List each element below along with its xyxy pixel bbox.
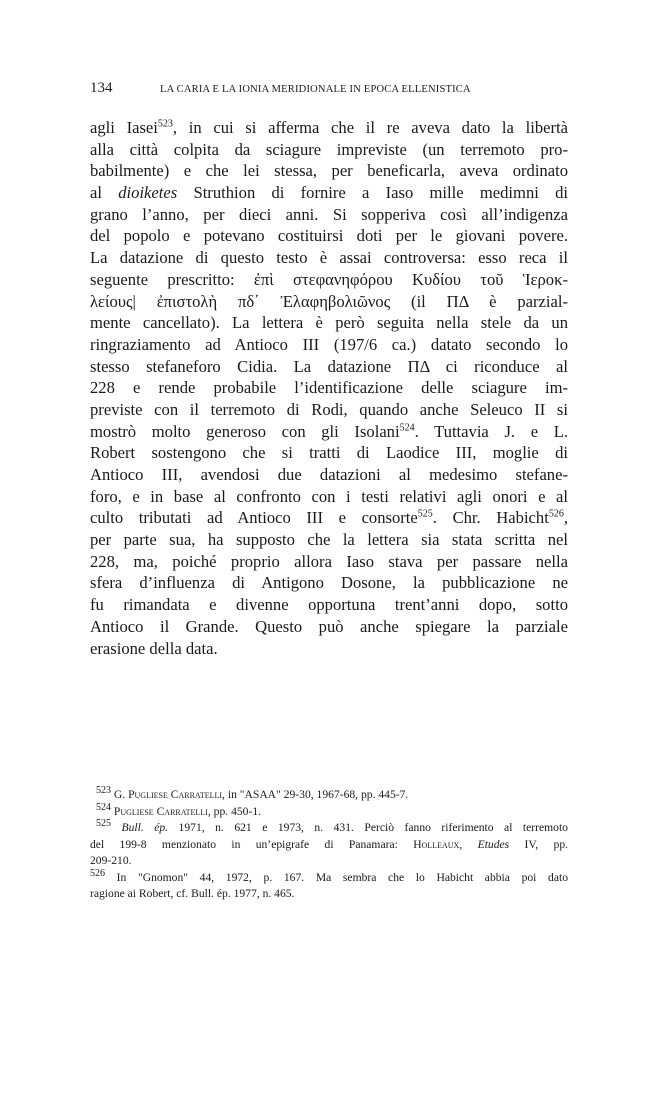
footnotes: [90, 787, 568, 903]
text-line: alla città colpita da sciagure impreviste (un terremoto pro-: [90, 139, 568, 159]
text-line: Antioco il Grande. Questo può anche spiegare la parziale: [90, 616, 568, 636]
text-line: per parte sua, ha supposto che la lettera sia stata scritta nel: [90, 530, 568, 550]
footnote-ref: 524: [399, 422, 415, 434]
page-header: [90, 80, 570, 97]
text-line: sfera d’influenza di Antigono Dosone, la pubblicazione ne: [90, 573, 568, 593]
text-line: babilmente) e che lei stessa, per beneficarla, aveva ordinato: [90, 161, 568, 181]
text-line: mostrò molto generoso con gli Isolani$^{524}$. Tuttavia J. e L.: [90, 421, 568, 441]
footnote-524: $^{524}$ Pugliese Carratelli, pp. 450-1.: [96, 801, 262, 818]
footnote-525: $^{525}$ Bull. ép. 1971, n. 621 e 1973, n. 431. Perciò fanno riferimento al terremoto: [96, 818, 568, 834]
footnote-ref: 525: [417, 508, 433, 520]
text-line: stesso stefaneforo Cidia. La datazione ΠΔ ci riconduce al: [90, 356, 568, 376]
footnote-525-end: 209-210.: [90, 854, 132, 867]
footnote-ref: 523: [157, 118, 173, 130]
text-line: foro, e in base al confronto con i testi relativi agli onori e al: [90, 486, 568, 506]
greek-text-line: λείους| ἐπιστολὴ πδ΄ Ἐλαφηβολιῶνος (il ΠΔ è parzial-: [90, 291, 568, 311]
text-line: previste con il terremoto di Rodi, quando anche Seleuco II si: [90, 399, 568, 419]
main-text: [90, 117, 568, 659]
text-line: mente cancellato). La lettera è però seguita nella stele da un: [90, 313, 568, 333]
greek-text-line: seguente prescritto: ἐπὶ στεφανηφόρου Κυδίου τοῦ Ἱεροκ-: [90, 269, 568, 289]
footnote-525-cont: del 199-8 menzionato in un’epigrafe di Panamara: Holleaux, Etudes IV, pp.: [90, 837, 569, 851]
footnote-526-cont: ragione ai Robert, cf. Bull. ép. 1977, n. 465.: [90, 887, 295, 900]
text-line: al dioiketes Struthion di fornire a Iaso mille medimni di: [90, 183, 569, 203]
page-number: 134: [90, 80, 113, 96]
running-head: LA CARIA E LA IONIA MERIDIONALE IN EPOCA ELLENISTICA: [160, 84, 471, 95]
text-line: 228, ma, poiché proprio allora Iaso stava per passare nella: [90, 551, 568, 571]
text-line: fu rimandata e divenne opportuna trent’anni dopo, sotto: [90, 595, 568, 615]
footnote-ref: 526: [548, 508, 564, 520]
text-line: erasione della data.: [90, 638, 218, 658]
text-line: 228 e rende probabile l’identificazione delle sciagure im-: [90, 378, 568, 398]
footnote-526: $^{526}$ In "Gnomon" 44, 1972, p. 167. Ma sembra che lo Habicht abbia poi dato: [90, 867, 568, 884]
text-line: culto tributati ad Antioco III e consorte$^{525}$. Chr. Habicht$^{526}$,: [90, 508, 568, 528]
text-line: ringraziamento ad Antioco III (197/6 ca.) datato secondo lo: [90, 334, 568, 354]
text-line: Antioco III, avendosi due datazioni al medesimo stefane-: [90, 465, 568, 484]
text-line: del popolo e potevano costituirsi doti per le giovani povere.: [90, 226, 568, 246]
text-line: La datazione di questo testo è assai controversa: esso reca il: [90, 248, 568, 268]
text-line: grano l’anno, per dieci anni. Si sopperiva così all’indigenza: [90, 204, 568, 224]
footnote-523: $^{523}$ G. Pugliese Carratelli, in "ASAA" 29-30, 1967-68, pp. 445-7.: [96, 785, 409, 801]
text-line: Robert sostengono che si tratti di Laodice III, moglie di: [90, 443, 568, 463]
text-line: agli Iasei$^{523}$, in cui si afferma che il re aveva dato la libertà: [90, 118, 568, 137]
